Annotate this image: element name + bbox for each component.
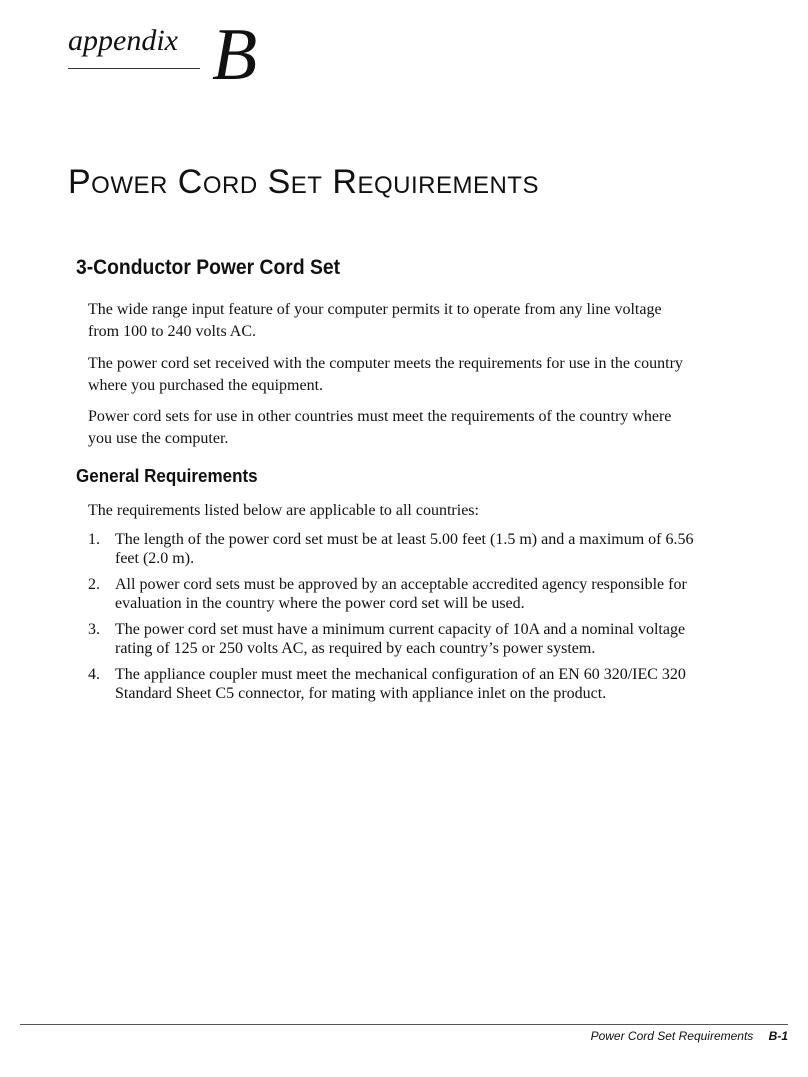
- chapter-title: Power Cord Set Requirements: [68, 163, 539, 201]
- page-number: B-1: [768, 1029, 788, 1043]
- requirements-intro: The requirements listed below are applicable to all countries:: [88, 502, 479, 519]
- paragraph-cord-received: The power cord set received with the computer meets the requirements for use in the country where you purchased the equipment.: [88, 355, 683, 394]
- list-item-text: The power cord set must have a minimum current capacity of 10A and a nominal voltage rating of 125 or 250 volts AC, as required by each country’s power system.: [115, 621, 686, 657]
- paragraph-other-countries: Power cord sets for use in other countries must meet the requirements of the country where you use the computer.: [88, 408, 672, 447]
- appendix-letter: B: [212, 14, 258, 96]
- requirements-list: [88, 530, 708, 710]
- paragraph-input-range: The wide range input feature of your computer permits it to operate from any line voltage from 100 to 240 volts AC.: [88, 301, 662, 340]
- appendix-label: appendix: [68, 24, 178, 57]
- list-item-text: All power cord sets must be approved by an acceptable accredited agency responsible for evaluation in the country where the power cord set will be used.: [115, 576, 687, 612]
- footer-divider: [20, 1024, 788, 1025]
- subsection-title: General Requirements: [76, 465, 258, 486]
- list-item-number: 1.: [88, 531, 100, 548]
- section-title: 3-Conductor Power Cord Set: [76, 256, 341, 279]
- list-item: [88, 620, 708, 658]
- list-item-number: 2.: [88, 576, 100, 593]
- list-item-number: 4.: [88, 666, 100, 683]
- list-item: [88, 575, 708, 613]
- list-item: [88, 665, 708, 703]
- list-item: [88, 530, 708, 568]
- list-item-number: 3.: [88, 621, 100, 638]
- footer-running-title: Power Cord Set Requirements: [590, 1029, 754, 1043]
- appendix-underline: [68, 68, 200, 69]
- list-item-text: The length of the power cord set must be at least 5.00 feet (1.5 m) and a maximum of 6.56 feet (2.0 m).: [115, 531, 694, 567]
- list-item-text: The appliance coupler must meet the mechanical configuration of an EN 60 320/IEC 320 Standard Sheet C5 connector, for mating with appliance inlet on the product.: [115, 666, 686, 702]
- page-footer: [591, 1029, 788, 1043]
